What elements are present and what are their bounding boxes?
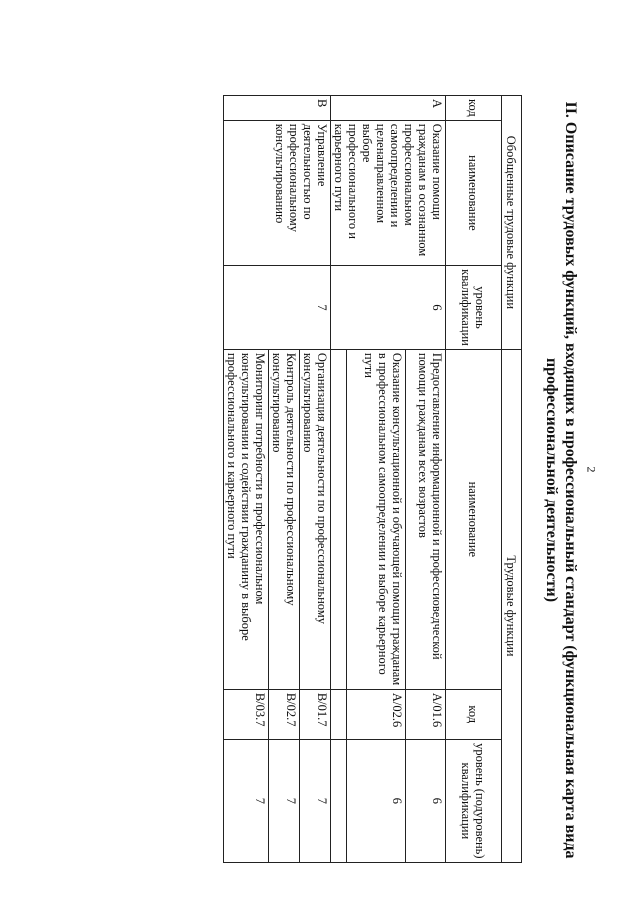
header-tf-code: код xyxy=(446,689,502,739)
header-code: код xyxy=(446,96,502,121)
function-a02-level: 6 xyxy=(347,739,406,862)
function-b03-level: 7 xyxy=(224,739,269,862)
group-a-level: 6 xyxy=(331,266,446,350)
header-tf-name: наименование xyxy=(446,349,502,689)
header-generalized-functions: Обобщенные трудовые функции xyxy=(502,96,522,350)
function-b02-level: 7 xyxy=(269,739,300,862)
function-a02-code: A/02.6 xyxy=(347,689,406,739)
header-tf-level: уровень (подуровень) квалификации xyxy=(446,739,502,862)
group-a-name: Оказание помощи гражданам в осознанном профессиональном самоопределении и целенаправленном выборе профессионального и карьерного пути xyxy=(331,120,446,265)
function-a02-name: Оказание консультационной и обучающей помощи гражданам в профессиональном самоопределении и выборе карьерного пути xyxy=(347,349,406,689)
function-b02-name: Контроль деятельности по профессиональному консультированию xyxy=(269,349,300,689)
function-b03-name: Мониторинг потребности в профессиональном консультировании и содействии гражданину в выборе профессионального и карьерного пути xyxy=(224,349,269,689)
group-b-code: B xyxy=(224,96,331,121)
functional-map-table xyxy=(223,95,522,863)
group-a-code: A xyxy=(331,96,446,121)
function-b01-name: Организация деятельности по профессиональному консультированию xyxy=(300,349,331,689)
table-row xyxy=(300,96,331,863)
section-heading-line-1: II. Описание трудовых функций, входящих в профессиональный стандарт (функциональная карта вида xyxy=(562,101,579,859)
header-name: наименование xyxy=(446,120,502,265)
function-a01-code: A/01.6 xyxy=(405,689,445,739)
section-heading-line-2: профессиональной деятельности) xyxy=(543,357,560,603)
function-b03-code: B/03.7 xyxy=(224,689,269,739)
group-b-level: 7 xyxy=(224,266,331,350)
page-number: 2 xyxy=(584,466,599,473)
table-sub-header-row xyxy=(446,96,502,863)
function-a01-level: 6 xyxy=(405,739,445,862)
function-b01-code: B/01.7 xyxy=(300,689,331,739)
table-group-header-row xyxy=(502,96,522,863)
function-b01-level: 7 xyxy=(300,739,331,862)
header-labor-functions: Трудовые функции xyxy=(502,349,522,862)
group-b-name: Управление деятельностью по профессиональному консультированию xyxy=(224,120,331,265)
function-a01-name: Предоставление информационной и профессиоведческой помощи гражданам всех возрастов xyxy=(405,349,445,689)
section-heading xyxy=(542,100,580,860)
function-b02-code: B/02.7 xyxy=(269,689,300,739)
table-row xyxy=(405,96,445,863)
header-qual-level: уровень квалификации xyxy=(446,266,502,350)
